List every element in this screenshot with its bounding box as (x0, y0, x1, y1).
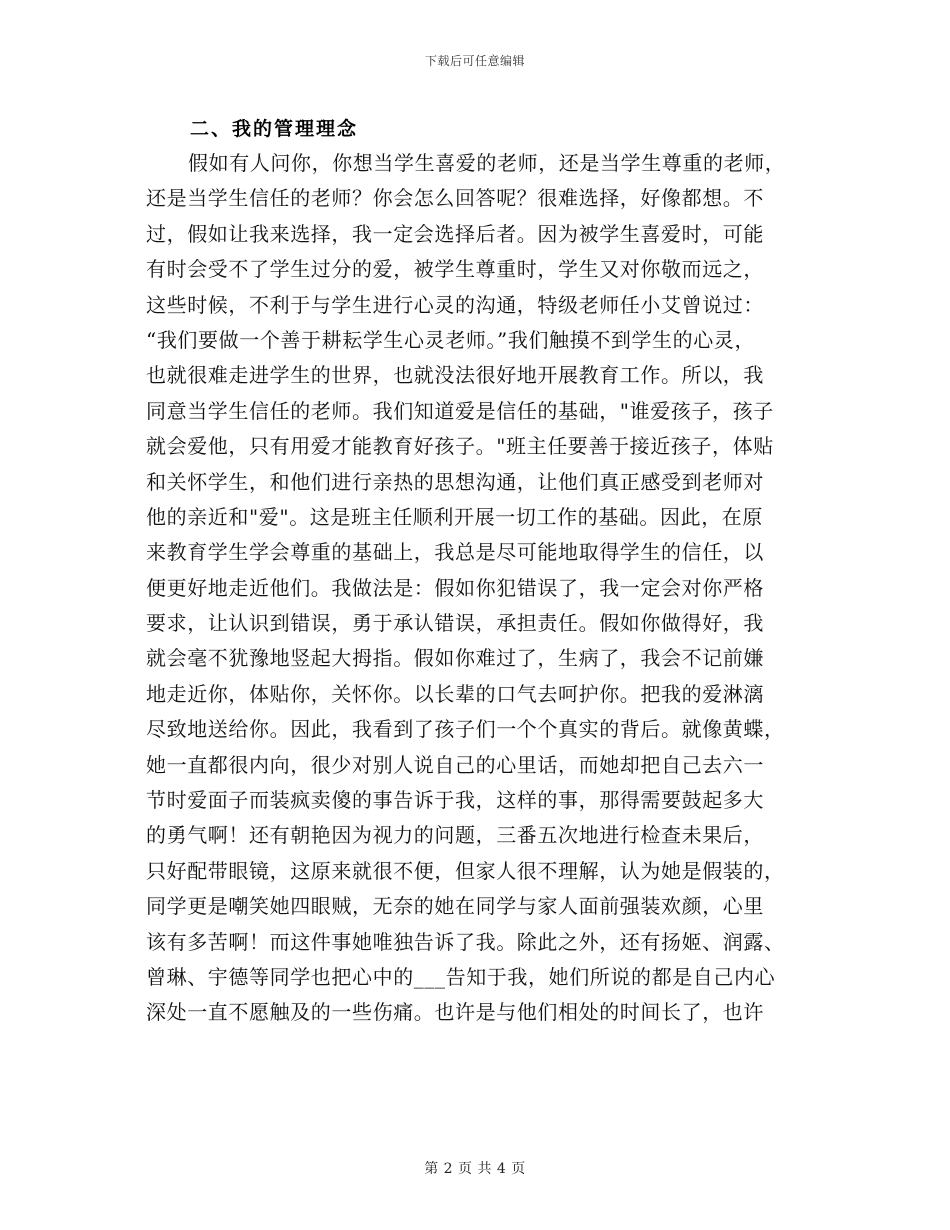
text-line: 来教育学生学会尊重的基础上，我总是尽可能地取得学生的信任，以 (146, 540, 764, 565)
page-number-footer: 第 2 页 共 4 页 (424, 1161, 526, 1177)
text-line: 深处一直不愿触及的一些伤痛。也许是与他们相处的时间长了，也许 (146, 1000, 764, 1025)
text-line: 便更好地走近他们。我做法是：假如你犯错误了，我一定会对你严格 (146, 575, 764, 600)
text-line: 他的亲近和"爱"。这是班主任顺利开展一切工作的基础。因此，在原 (146, 504, 763, 529)
text-line: 过，假如让我来选择，我一定会选择后者。因为被学生喜爱时，可能 (146, 221, 764, 246)
text-line: 节时爱面子而装疯卖傻的事告诉于我，这样的事，那得需要鼓起多大 (146, 788, 764, 813)
text-line: 只好配带眼镜，这原来就很不便，但家人很不理解，认为她是假装的， (146, 858, 785, 883)
text-line: 同学更是嘲笑她四眼贼，无奈的她在同学与家人面前强装欢颜，心里 (146, 894, 764, 919)
text-line: 假如有人问你，你想当学生喜爱的老师，还是当学生尊重的老师， (188, 151, 786, 175)
text-line: 该有多苦啊！而这件事她唯独告诉了我。除此之外，还有扬姬、润露、 (146, 929, 785, 954)
text-line: 和关怀学生，和他们进行亲热的思想沟通，让他们真正感受到老师对 (146, 469, 764, 494)
text-line: 地走近你，体贴你，关怀你。以长辈的口气去呵护你。把我的爱淋漓 (146, 681, 764, 706)
text-line: 的勇气啊！还有朝艳因为视力的问题，三番五次地进行检查未果后， (146, 823, 764, 848)
body-text (146, 146, 806, 1031)
text-line: 还是当学生信任的老师？你会怎么回答呢？很难选择，好像都想。不 (146, 186, 764, 211)
text-line: 她一直都很内向，很少对别人说自己的心里话，而她却把自己去六一 (146, 752, 764, 777)
text-line: 曾琳、宇德等同学也把心中的___告知于我，她们所说的都是自己内心 (146, 964, 776, 989)
text-line: 就会毫不犹豫地竖起大拇指。假如你难过了，生病了，我会不记前嫌 (146, 646, 764, 671)
page-header: 下载后可任意编辑 (424, 54, 525, 68)
text-line: “我们要做一个善于耕耘学生心灵老师。”我们触摸不到学生的心灵， (146, 327, 756, 352)
text-line: 也就很难走进学生的世界，也就没法很好地开展教育工作。所以，我 (146, 363, 764, 388)
text-line: 同意当学生信任的老师。我们知道爱是信任的基础，"谁爱孩子，孩子 (146, 398, 774, 423)
text-line: 有时会受不了学生过分的爱，被学生尊重时，学生又对你敬而远之， (146, 257, 764, 282)
text-line: 就会爱他，只有用爱才能教育好孩子。"班主任要善于接近孩子，体贴 (146, 434, 774, 459)
section-title: 二、我的管理理念 (190, 118, 359, 140)
text-line: 要求，让认识到错误，勇于承认错误，承担责任。假如你做得好，我 (146, 611, 764, 636)
text-line: 尽致地送给你。因此，我看到了孩子们一个个真实的背后。就像黄蝶， (146, 717, 785, 742)
text-line: 这些时候，不利于与学生进行心灵的沟通，特级老师任小艾曾说过： (146, 292, 764, 317)
